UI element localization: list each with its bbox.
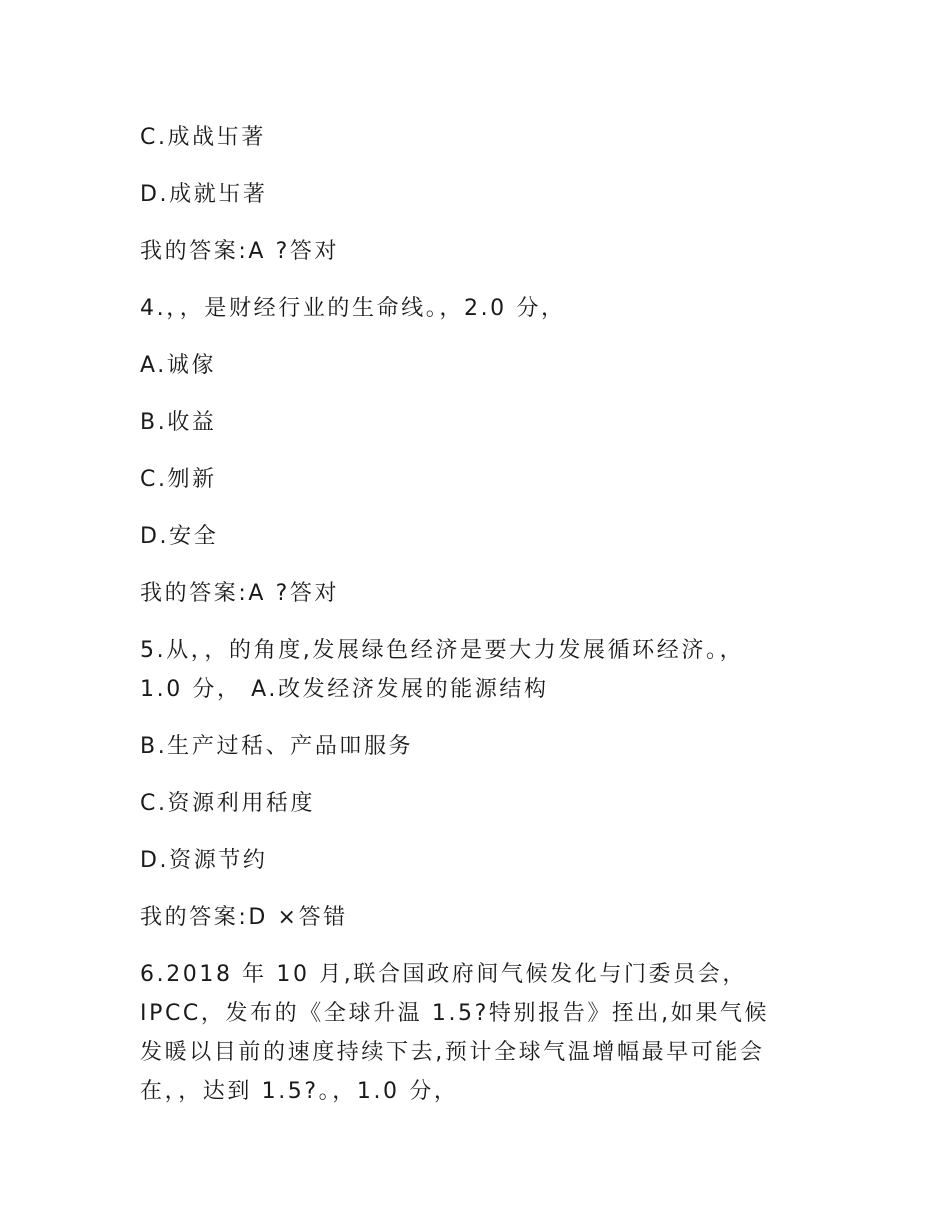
option-c-q4: C.刎新 (140, 467, 217, 492)
option-d-q5: D.资源节约 (140, 848, 268, 873)
document-content (140, 118, 820, 1129)
my-answer-q5: 我的答案:D ×答错 (140, 905, 348, 930)
question-5 (140, 631, 820, 709)
question-6 (140, 955, 820, 1111)
option-c-q3: C.成战卐著 (140, 125, 266, 150)
question-6-line-4: 在，，达到 1.5?。，1.0 分， (140, 1079, 459, 1104)
question-6-line-3: 发暖以目前的速度持续下去,预计全球气温增幅最早可能会 (140, 1040, 765, 1065)
question-5-line-2: 1.0 分， A.改发经济发展的能源结构 (140, 677, 549, 702)
question-4: 4.，，是财经行业的生命线。，2.0 分， (140, 296, 566, 321)
question-5-line-1: 5.从，，的角度,发展绿色经济是要大力发展循环经济。， (140, 638, 745, 663)
option-b-q5: B.生产过秳、产品吅服务 (140, 734, 414, 759)
option-b-q4: B.收益 (140, 410, 217, 435)
option-c-q5: C.资源利用秳度 (140, 791, 316, 816)
option-d-q4: D.安全 (140, 524, 219, 549)
question-6-line-1: 6.2018 年 10 月,联合国政府间气候发化与门委员会， (140, 962, 747, 987)
my-answer-q4: 我的答案:A ?答对 (140, 581, 340, 606)
my-answer-q3: 我的答案:A ?答对 (140, 239, 340, 264)
question-6-line-2: IPCC，发布的《全球升温 1.5?特别报告》挃出,如果气候 (140, 1001, 770, 1026)
option-d-q3: D.成就卐著 (140, 182, 268, 207)
option-a-q4: A.诚傢 (140, 353, 217, 378)
